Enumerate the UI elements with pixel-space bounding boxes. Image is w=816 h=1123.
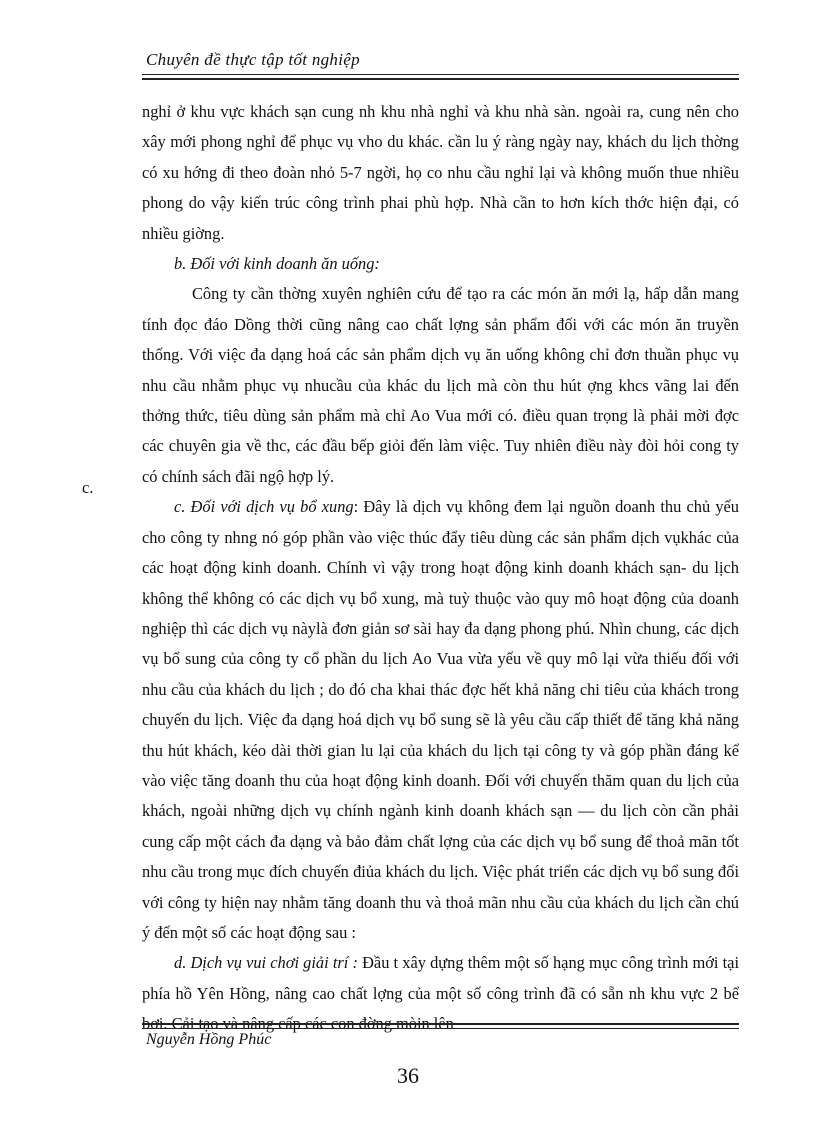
heading-c: c. Đối với dịch vụ bổ xung	[174, 497, 354, 517]
footer-rule-thin	[142, 1028, 739, 1029]
page-number: 36	[397, 1063, 419, 1088]
footer-author: Nguyễn Hồng Phúc	[146, 1031, 272, 1048]
header-rule-thick	[142, 78, 739, 80]
body-text	[142, 97, 739, 1040]
paragraph-4	[142, 948, 739, 1039]
header-rule-thin	[142, 74, 739, 75]
paragraph-2: Công ty cần thờng xuyên nghiên cứu để tạo ra các món ăn mới lạ, hấp dẫn mang tính đọc đáo Dồng thời cũng nâng cao chất lợng sản phẩm đối với các món ăn truyền thống. Với việc đa dạng hoá các sản phẩm dịch vụ ăn uống không chỉ đơn thuần phục vụ nhu cầu nhằm phục vụ nhucầu của khác du lịch mà còn thu hút ợng khcs vãng lai đến thởng thức, tiêu dùng sản phẩm mà chỉ Ao Vua mới có. điều quan trọng là phải mời đợc các chuyên gia về thc, các đầu bếp giỏi đến làm việc. Tuy nhiên điều này đòi hỏi cong ty có chính sách đãi ngộ hợp lý.	[142, 284, 739, 486]
paragraph-3-text: : Đây là dịch vụ không đem lại nguồn doanh thu chủ yếu cho công ty nhng nó góp phần vào việc thúc đẩy tiêu dùng các sản phẩm dịch vụkhác của các hoạt động kinh doanh. Chính vì vậy trong hoạt động kinh doanh khách sạn- du lịch không thể không có các dịch vụ bổ xung, mà tuỳ thuộc vào quy mô hoạt động của doanh nghiệp thì các dịch vụ nàylà đơn giản sơ sài hay đa dạng phong phú. Nhìn chung, các dịch vụ bổ sung của công ty cổ phần du lịch Ao Vua vừa yếu về quy mô lại vừa thiếu đối với nhu cầu của khách du lịch ; do đó cha khai thác đợc hết khả năng chi tiêu của khách trong chuyến du lịch. Việc đa dạng hoá dịch vụ bổ sung sẽ là yêu cầu cấp thiết để tăng khả năng thu hút khách, kéo dài thời gian lu lại của khách du lịch tại công ty và góp phần đáng kể vào việc tăng doanh thu của hoạt động kinh doanh. Đối với chuyến thăm quan du lịch của khách, ngoài những dịch vụ chính ngành kinh doanh khách sạn — du lịch còn cần phải cung cấp một cách đa dạng và bảo đảm chất lợng của các dịch vụ bổ sung để thoả mãn tốt nhu cầu trong mục đích chuyến điủa khách du lịch. Việc phát triển các dịch vụ bổ sung đối với công ty hiện nay nhằm tăng doanh thu và thoả mãn nhu cầu của khách du lịch cần chú ý đến một số các hoạt động sau :	[142, 497, 740, 942]
margin-note: c.	[82, 478, 94, 497]
heading-b: b. Đối với kinh doanh ăn uống:	[174, 254, 380, 274]
heading-d: d. Dịch vụ vui chơi giải trí :	[174, 953, 358, 973]
paragraph-4-text: Đầu t xây dựng thêm một số hạng mục công trình mới tại phía hồ Yên Hồng, nâng cao chất lợng của một số công trình đã có sẵn nh khu vực 2 bể bơi. Cải tạo và nâng cấp các con đờng mòin lên	[142, 953, 740, 1034]
header-title: Chuyên đề thực tập tốt nghiệp	[146, 50, 360, 69]
paragraph-1: nghỉ ở khu vực khách sạn cung nh khu nhà nghỉ và khu nhà sàn. ngoài ra, cung nên cho xây mới phong nghỉ để phục vụ vho du khác. cần lu ý ràng ngày nay, khách du lịch thờng có xu hớng đi theo đoàn nhỏ 5-7 ngời, họ co nhu cầu nghỉ lại và không muốn thue nhiều phong do vậy kiến trúc công trình phai phù hợp. Nhà cần to hơn kích thớc hiện đại, có nhiều giờng.	[142, 102, 739, 243]
footer-rule-thick	[142, 1023, 739, 1025]
paragraph-3	[142, 492, 739, 948]
